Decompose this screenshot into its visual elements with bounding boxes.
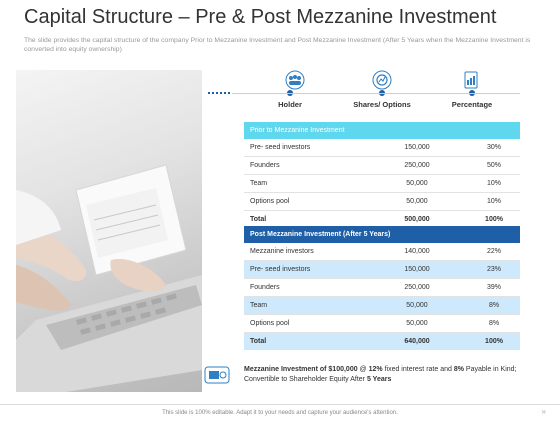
percentage-cell: 100% (485, 216, 503, 223)
column-header-percentage: Percentage (451, 100, 493, 109)
table-row (244, 297, 520, 315)
shares-cell: 140,000 (366, 243, 468, 261)
column-header-holder: Holder (278, 100, 302, 109)
percentage-cell: 23% (468, 261, 520, 279)
note-bold-pik: 8% (453, 366, 464, 373)
total-row (244, 333, 520, 351)
next-arrow-icon[interactable]: » (541, 407, 546, 416)
percentage-cell: 8% (468, 315, 520, 333)
holder-cell: Team (244, 175, 366, 193)
prior-table-heading: Prior to Mezzanine Investment (244, 122, 520, 139)
percentage-cell: 30% (468, 139, 520, 157)
table-row (244, 175, 520, 193)
shares-cell: 250,000 (366, 279, 468, 297)
note-bold-amount: Mezzanine Investment of $100,000 (244, 366, 358, 373)
table-row (244, 193, 520, 211)
holder-cell: Total (250, 216, 267, 223)
table-row (244, 315, 520, 333)
post-table-heading: Post Mezzanine Investment (After 5 Years) (244, 226, 520, 243)
note-bold-years: 5 Years (366, 376, 392, 383)
note-text: @ (357, 366, 369, 373)
laptop-photo-illustration (16, 70, 202, 392)
percentage-cell: 8% (468, 297, 520, 315)
shares-cell: 150,000 (366, 261, 468, 279)
holder-cell: Options pool (244, 193, 366, 211)
table-row (244, 261, 520, 279)
table-row (244, 139, 520, 157)
page-subtitle: The slide provides the capital structure of the company Prior to Mezzanine Investment and Post Mezzanine Investment (After 5 Years when the Mezzanine Investment is converted into equity ownership) (24, 37, 531, 53)
shares-cell: 50,000 (366, 175, 468, 193)
header-divider (232, 93, 520, 94)
holder-cell: Founders (244, 157, 366, 175)
percentage-cell: 22% (468, 243, 520, 261)
shares-cell: 500,000 (404, 216, 430, 223)
shares-cell: 640,000 (366, 333, 468, 351)
table-row (244, 279, 520, 297)
shares-cell: 50,000 (366, 297, 468, 315)
holder-cell: Founders (244, 279, 366, 297)
percentage-cell: 39% (468, 279, 520, 297)
coin-chart-icon (371, 70, 393, 90)
percentage-document-icon (460, 70, 482, 90)
shares-cell: 50,000 (366, 193, 468, 211)
footer-note: This slide is 100% editable. Adapt it to your needs and capture your audience's attention. (0, 404, 560, 421)
holder-cell: Pre- seed investors (244, 261, 366, 279)
dotted-connector (208, 92, 230, 96)
holder-cell: Mezzanine investors (244, 243, 366, 261)
table-row (244, 243, 520, 261)
shares-cell: 50,000 (366, 315, 468, 333)
note-bold-rate: 12% (368, 366, 383, 373)
percentage-cell: 10% (468, 193, 520, 211)
note-text: Payable in Kind; Convertible to Shareholder Equity After (244, 366, 517, 383)
investment-money-icon (204, 364, 230, 386)
holder-cell: Team (244, 297, 366, 315)
prior-table-heading-row (244, 122, 520, 139)
page-title: Capital Structure – Pre & Post Mezzanine Investment (24, 6, 497, 28)
prior-investment-table (244, 122, 520, 228)
holder-cell: Total (244, 333, 366, 351)
percentage-cell: 50% (468, 157, 520, 175)
group-people-icon (284, 70, 306, 90)
laptop-photo (16, 70, 202, 392)
holder-cell: Options pool (244, 315, 366, 333)
note-text: fixed interest rate and (382, 366, 454, 373)
column-header-shares: Shares/ Options (353, 100, 411, 109)
investment-note (244, 365, 526, 385)
post-table-heading-row (244, 226, 520, 243)
post-investment-table (244, 226, 520, 350)
percentage-cell: 100% (468, 333, 520, 351)
shares-cell: 250,000 (366, 157, 468, 175)
shares-cell: 150,000 (366, 139, 468, 157)
holder-cell: Pre- seed investors (244, 139, 366, 157)
percentage-cell: 10% (468, 175, 520, 193)
table-row (244, 157, 520, 175)
